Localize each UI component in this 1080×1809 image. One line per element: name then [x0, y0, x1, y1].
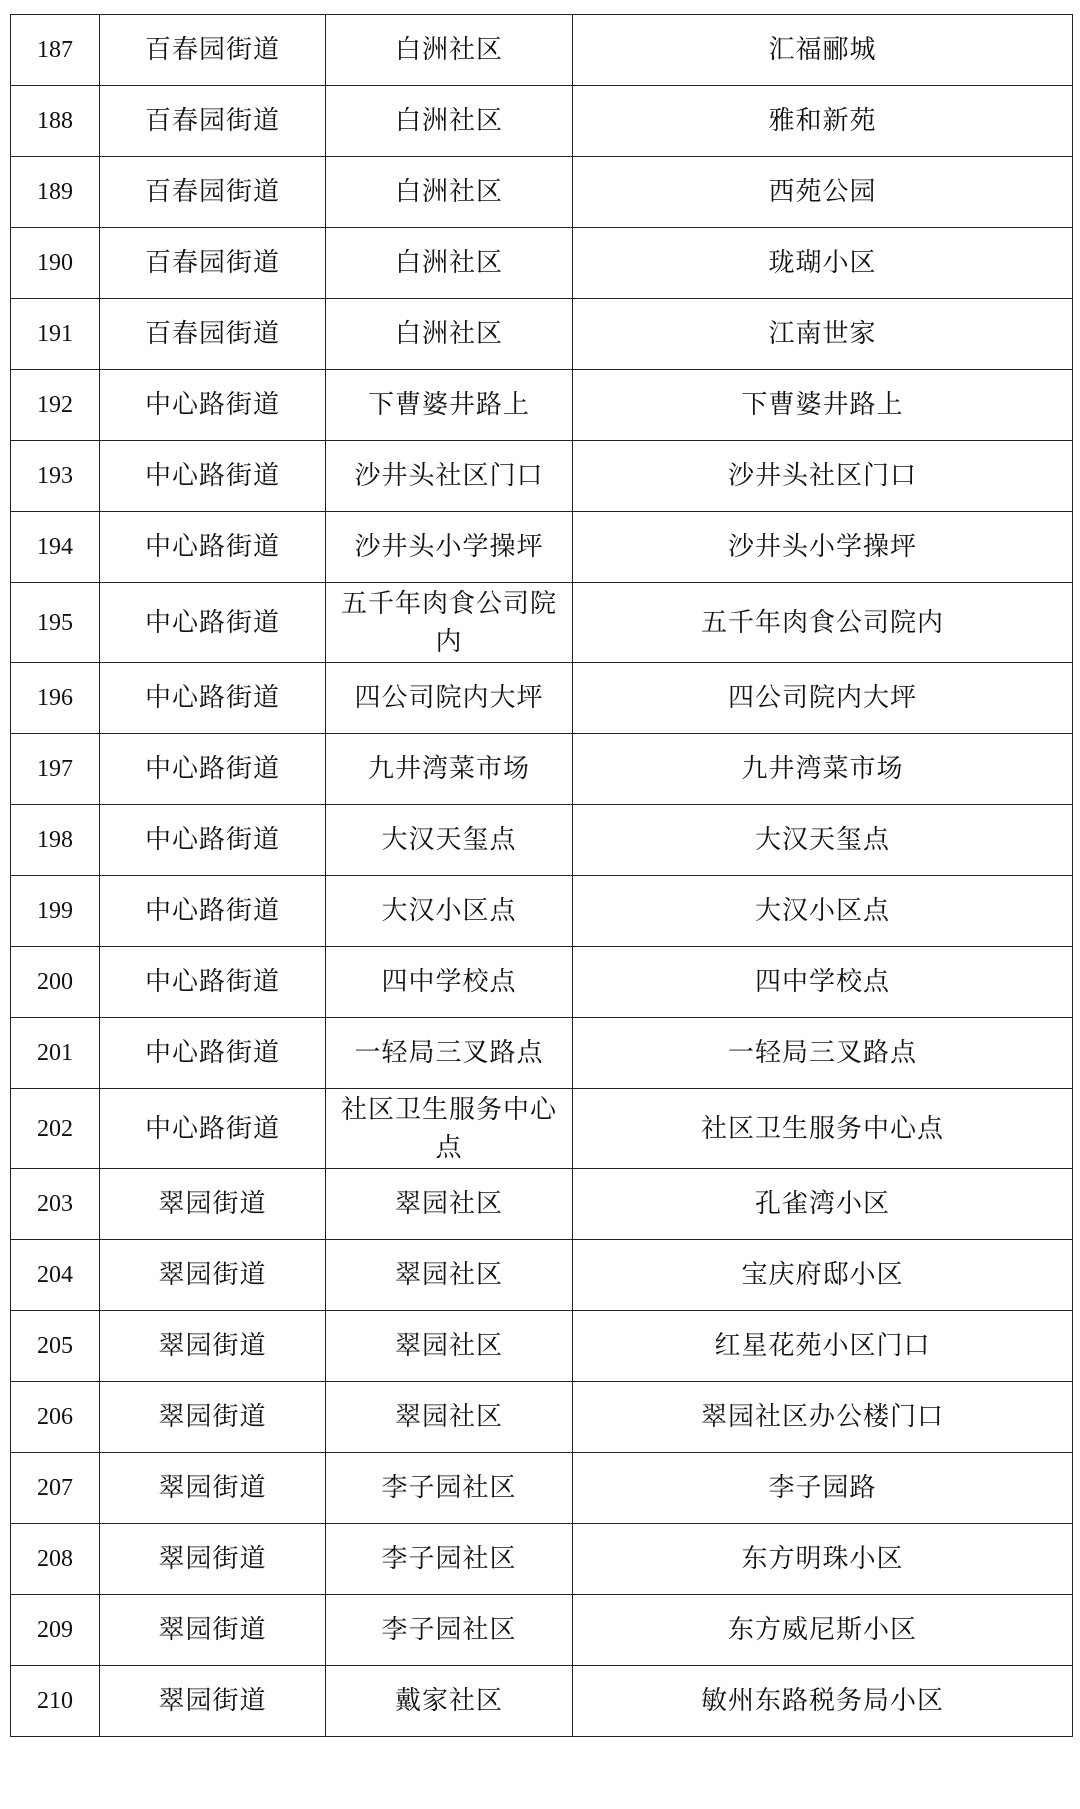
row-number-cell: 190 — [11, 228, 100, 299]
row-number-cell: 206 — [11, 1382, 100, 1453]
community-cell: 戴家社区 — [326, 1666, 573, 1737]
table-row — [11, 1453, 1073, 1524]
row-number-cell: 209 — [11, 1595, 100, 1666]
community-cell: 大汉小区点 — [326, 876, 573, 947]
community-cell: 一轻局三叉路点 — [326, 1018, 573, 1089]
row-number-cell: 204 — [11, 1240, 100, 1311]
site-cell: 江南世家 — [573, 299, 1073, 370]
row-number-cell: 194 — [11, 512, 100, 583]
site-cell: 沙井头小学操坪 — [573, 512, 1073, 583]
community-cell: 白洲社区 — [326, 299, 573, 370]
street-cell: 翠园街道 — [100, 1169, 326, 1240]
street-cell: 百春园街道 — [100, 228, 326, 299]
row-number-cell: 198 — [11, 805, 100, 876]
table-row — [11, 157, 1073, 228]
table-row — [11, 583, 1073, 663]
site-cell: 一轻局三叉路点 — [573, 1018, 1073, 1089]
site-cell: 雅和新苑 — [573, 86, 1073, 157]
site-cell: 沙井头社区门口 — [573, 441, 1073, 512]
row-number-cell: 203 — [11, 1169, 100, 1240]
row-number-cell: 187 — [11, 15, 100, 86]
row-number-cell: 189 — [11, 157, 100, 228]
community-cell: 翠园社区 — [326, 1169, 573, 1240]
row-number-cell: 193 — [11, 441, 100, 512]
street-cell: 翠园街道 — [100, 1240, 326, 1311]
street-cell: 中心路街道 — [100, 947, 326, 1018]
community-cell: 社区卫生服务中心点 — [326, 1089, 573, 1169]
table-row — [11, 1524, 1073, 1595]
table-row — [11, 228, 1073, 299]
community-cell: 白洲社区 — [326, 157, 573, 228]
row-number-cell: 195 — [11, 583, 100, 663]
site-cell: 孔雀湾小区 — [573, 1169, 1073, 1240]
street-cell: 百春园街道 — [100, 157, 326, 228]
site-cell: 四中学校点 — [573, 947, 1073, 1018]
table-row — [11, 512, 1073, 583]
community-cell: 白洲社区 — [326, 15, 573, 86]
table-row — [11, 1595, 1073, 1666]
community-cell: 九井湾菜市场 — [326, 734, 573, 805]
table-row — [11, 1311, 1073, 1382]
row-number-cell: 199 — [11, 876, 100, 947]
street-cell: 翠园街道 — [100, 1382, 326, 1453]
street-cell: 中心路街道 — [100, 583, 326, 663]
street-cell: 中心路街道 — [100, 512, 326, 583]
row-number-cell: 196 — [11, 663, 100, 734]
site-cell: 五千年肉食公司院内 — [573, 583, 1073, 663]
community-cell: 下曹婆井路上 — [326, 370, 573, 441]
table-row — [11, 1018, 1073, 1089]
row-number-cell: 202 — [11, 1089, 100, 1169]
table-row — [11, 947, 1073, 1018]
row-number-cell: 201 — [11, 1018, 100, 1089]
table-row — [11, 441, 1073, 512]
community-cell: 翠园社区 — [326, 1311, 573, 1382]
street-cell: 翠园街道 — [100, 1453, 326, 1524]
table-row — [11, 299, 1073, 370]
community-cell: 沙井头社区门口 — [326, 441, 573, 512]
community-cell: 四中学校点 — [326, 947, 573, 1018]
site-cell: 翠园社区办公楼门口 — [573, 1382, 1073, 1453]
site-cell: 敏州东路税务局小区 — [573, 1666, 1073, 1737]
site-cell: 社区卫生服务中心点 — [573, 1089, 1073, 1169]
site-table-body — [11, 15, 1073, 1737]
row-number-cell: 200 — [11, 947, 100, 1018]
street-cell: 中心路街道 — [100, 876, 326, 947]
table-row — [11, 1169, 1073, 1240]
community-cell: 李子园社区 — [326, 1453, 573, 1524]
street-cell: 中心路街道 — [100, 734, 326, 805]
site-table — [10, 14, 1073, 1737]
street-cell: 百春园街道 — [100, 86, 326, 157]
table-row — [11, 370, 1073, 441]
site-cell: 宝庆府邸小区 — [573, 1240, 1073, 1311]
site-cell: 四公司院内大坪 — [573, 663, 1073, 734]
site-cell: 大汉天玺点 — [573, 805, 1073, 876]
table-row — [11, 876, 1073, 947]
row-number-cell: 197 — [11, 734, 100, 805]
row-number-cell: 207 — [11, 1453, 100, 1524]
community-cell: 四公司院内大坪 — [326, 663, 573, 734]
community-cell: 白洲社区 — [326, 228, 573, 299]
row-number-cell: 191 — [11, 299, 100, 370]
community-cell: 翠园社区 — [326, 1240, 573, 1311]
row-number-cell: 210 — [11, 1666, 100, 1737]
street-cell: 百春园街道 — [100, 299, 326, 370]
row-number-cell: 188 — [11, 86, 100, 157]
street-cell: 翠园街道 — [100, 1666, 326, 1737]
street-cell: 百春园街道 — [100, 15, 326, 86]
table-row — [11, 15, 1073, 86]
street-cell: 中心路街道 — [100, 441, 326, 512]
community-cell: 白洲社区 — [326, 86, 573, 157]
street-cell: 中心路街道 — [100, 1018, 326, 1089]
row-number-cell: 205 — [11, 1311, 100, 1382]
community-cell: 五千年肉食公司院内 — [326, 583, 573, 663]
table-row — [11, 1089, 1073, 1169]
site-cell: 红星花苑小区门口 — [573, 1311, 1073, 1382]
community-cell: 李子园社区 — [326, 1595, 573, 1666]
street-cell: 翠园街道 — [100, 1524, 326, 1595]
table-row — [11, 663, 1073, 734]
site-cell: 西苑公园 — [573, 157, 1073, 228]
site-cell: 汇福郦城 — [573, 15, 1073, 86]
street-cell: 中心路街道 — [100, 663, 326, 734]
community-cell: 沙井头小学操坪 — [326, 512, 573, 583]
table-row — [11, 805, 1073, 876]
street-cell: 中心路街道 — [100, 1089, 326, 1169]
community-cell: 大汉天玺点 — [326, 805, 573, 876]
site-cell: 下曹婆井路上 — [573, 370, 1073, 441]
street-cell: 中心路街道 — [100, 370, 326, 441]
row-number-cell: 208 — [11, 1524, 100, 1595]
row-number-cell: 192 — [11, 370, 100, 441]
community-cell: 翠园社区 — [326, 1382, 573, 1453]
site-cell: 珑瑚小区 — [573, 228, 1073, 299]
community-cell: 李子园社区 — [326, 1524, 573, 1595]
street-cell: 中心路街道 — [100, 805, 326, 876]
site-cell: 东方威尼斯小区 — [573, 1595, 1073, 1666]
table-row — [11, 734, 1073, 805]
table-row — [11, 1240, 1073, 1311]
table-row — [11, 1382, 1073, 1453]
site-cell: 大汉小区点 — [573, 876, 1073, 947]
street-cell: 翠园街道 — [100, 1595, 326, 1666]
site-cell: 九井湾菜市场 — [573, 734, 1073, 805]
street-cell: 翠园街道 — [100, 1311, 326, 1382]
site-cell: 东方明珠小区 — [573, 1524, 1073, 1595]
table-row — [11, 1666, 1073, 1737]
site-cell: 李子园路 — [573, 1453, 1073, 1524]
table-row — [11, 86, 1073, 157]
